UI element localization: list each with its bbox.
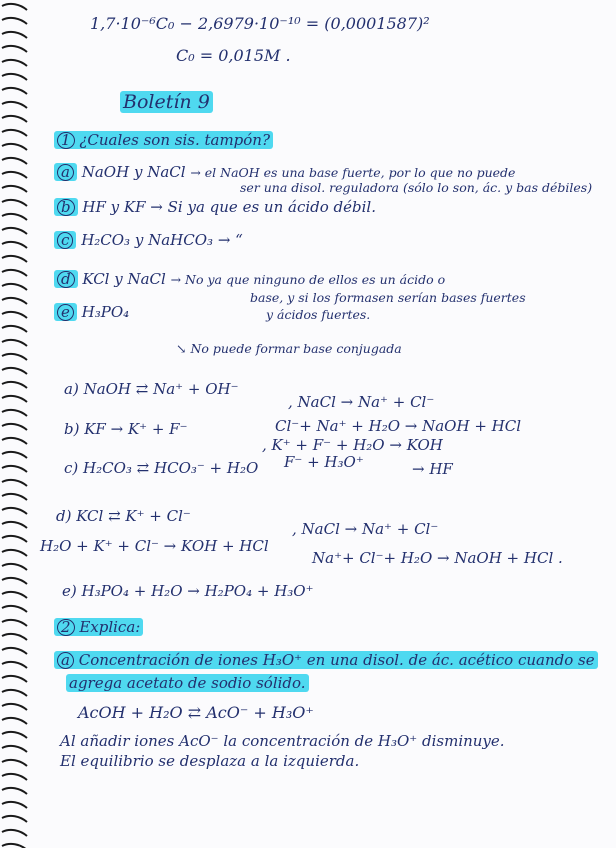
spiral-ring [2, 424, 27, 430]
equation-line-1: 1,7·10⁻⁶C₀ − 2,6979·10⁻¹⁰ = (0,0001587)² [90, 14, 430, 33]
spiral-ring [2, 802, 27, 808]
spiral-ring [2, 326, 27, 332]
spiral-ring [2, 116, 27, 122]
spiral-ring [2, 620, 27, 626]
spiral-ring [2, 564, 27, 570]
answer-note: → No ya que ninguno de ellos es un ácido o [170, 272, 446, 287]
spiral-ring [2, 522, 27, 528]
question-number: 2 [57, 619, 75, 636]
spiral-ring [2, 550, 27, 556]
spiral-ring [2, 396, 27, 402]
reaction-b: b) KF → K⁺ + F⁻ [64, 420, 188, 438]
spiral-ring [2, 32, 27, 38]
answer-e-note: ↘ No puede formar base conjugada [176, 341, 402, 356]
question-2 [54, 618, 143, 636]
answer-a: a NaOH y NaCl → el NaOH es una base fuerte, por lo que no puede [54, 163, 515, 181]
reaction-d: d) KCl ⇄ K⁺ + Cl⁻ [56, 507, 191, 525]
spiral-ring [2, 340, 27, 346]
spiral-ring [2, 746, 27, 752]
spiral-ring [2, 382, 27, 388]
answer-note-continued: y ácidos fuertes. [266, 307, 371, 322]
spiral-ring [2, 816, 27, 822]
spiral-ring [2, 354, 27, 360]
answer-note: → Si ya que es un ácido débil. [150, 198, 376, 216]
answer-formula: HF y KF [82, 198, 146, 216]
reaction-d-hydrolysis: H₂O + K⁺ + Cl⁻ → KOH + HCl [40, 537, 269, 555]
reaction-b-acid: F⁻ + H₃O⁺ [284, 453, 364, 471]
spiral-binding [0, 0, 30, 848]
spiral-ring [2, 284, 27, 290]
spiral-ring [2, 466, 27, 472]
spiral-ring [2, 480, 27, 486]
reaction-a-salt: , NaCl → Na⁺ + Cl⁻ [288, 393, 435, 411]
spiral-ring [2, 536, 27, 542]
spiral-ring [2, 144, 27, 150]
answer-note-continued: base, y si los formasen serían bases fuertes [250, 290, 526, 305]
reaction-e: e) H₃PO₄ + H₂O → H₂PO₄ + H₃O⁺ [62, 582, 314, 600]
spiral-ring [2, 312, 27, 318]
answer-note: → “ [217, 231, 243, 249]
spiral-ring [2, 410, 27, 416]
spiral-ring [2, 774, 27, 780]
spiral-ring [2, 648, 27, 654]
spiral-ring [2, 130, 27, 136]
answer-formula: NaOH y NaCl [81, 163, 186, 181]
spiral-ring [2, 676, 27, 682]
answer-b: b HF y KF → Si ya que es un ácido débil. [54, 198, 376, 216]
spiral-ring [2, 606, 27, 612]
spiral-ring [2, 508, 27, 514]
spiral-ring [2, 4, 27, 10]
spiral-ring [2, 634, 27, 640]
reaction-b-hydrolysis: Cl⁻+ Na⁺ + H₂O → NaOH + HCl [275, 417, 522, 435]
spiral-ring [2, 368, 27, 374]
spiral-ring [2, 214, 27, 220]
question-number: 1 [57, 132, 75, 149]
spiral-ring [2, 578, 27, 584]
answer-c: c H₂CO₃ y NaHCO₃ → “ [54, 231, 243, 249]
spiral-ring [2, 704, 27, 710]
answer-formula: H₂CO₃ y NaHCO₃ [81, 231, 214, 249]
spiral-ring [2, 494, 27, 500]
spiral-ring [2, 60, 27, 66]
spiral-ring [2, 102, 27, 108]
reaction-b-product: → HF [412, 460, 453, 478]
spiral-ring [2, 298, 27, 304]
answer-note-continued: ser una disol. reguladora (sólo lo son, ác. y bas débiles) [240, 180, 593, 195]
spiral-ring [2, 270, 27, 276]
answer-note: → el NaOH es una base fuerte, por lo que no puede [190, 165, 516, 180]
spiral-ring [2, 830, 27, 836]
reaction-c: c) H₂CO₃ ⇄ HCO₃⁻ + H₂O [64, 459, 259, 477]
spiral-ring [2, 186, 27, 192]
title-highlight: Boletín 9 [120, 91, 213, 113]
spiral-ring [2, 256, 27, 262]
spiral-ring [2, 732, 27, 738]
question-prompt: ¿Cuales son sis. tampón? [79, 131, 271, 149]
page-title [120, 91, 213, 113]
answer-formula: KCl y NaCl [82, 270, 166, 288]
spiral-ring [2, 172, 27, 178]
spiral-ring [2, 718, 27, 724]
reaction-a: a) NaOH ⇄ Na⁺ + OH⁻ [64, 380, 239, 398]
reaction-b-hydrolysis-2: , K⁺ + F⁻ + H₂O → KOH [262, 436, 443, 454]
part-a-text: Concentración de iones H₃O⁺ en una disol. de ác. acético cuando se [78, 651, 595, 669]
spiral-ring [2, 18, 27, 24]
spiral-ring [2, 200, 27, 206]
spiral-ring [2, 46, 27, 52]
acetic-equilibrium: AcOH + H₂O ⇄ AcO⁻ + H₃O⁺ [78, 703, 314, 722]
spiral-ring [2, 242, 27, 248]
spiral-ring [2, 88, 27, 94]
spiral-ring [2, 690, 27, 696]
spiral-ring [2, 592, 27, 598]
question-2-part-a: a Concentración de iones H₃O⁺ en una disol. de ác. acético cuando se [54, 651, 598, 669]
answer-line-1: Al añadir iones AcO⁻ la concentración de H₃O⁺ disminuye. [60, 732, 505, 750]
question-1 [54, 131, 273, 149]
spiral-ring [2, 438, 27, 444]
answer-line-2: El equilibrio se desplaza a la izquierda. [60, 752, 360, 770]
spiral-ring [2, 158, 27, 164]
spiral-ring [2, 844, 27, 848]
spiral-ring [2, 74, 27, 80]
reaction-d-salt: , NaCl → Na⁺ + Cl⁻ [292, 520, 439, 538]
spiral-ring [2, 662, 27, 668]
answer-formula: H₃PO₄ [81, 303, 130, 321]
question-prompt: Explica: [79, 618, 141, 636]
spiral-ring [2, 788, 27, 794]
question-2-part-a-continued: agrega acetato de sodio sólido. [66, 674, 309, 692]
spiral-ring [2, 760, 27, 766]
answer-e: e H₃PO₄ [54, 303, 129, 321]
answer-d: d KCl y NaCl → No ya que ninguno de ellos es un ácido o [54, 270, 445, 288]
spiral-ring [2, 452, 27, 458]
spiral-ring [2, 228, 27, 234]
equation-result: C₀ = 0,015M . [176, 46, 291, 65]
reaction-d-salt-hydrolysis: Na⁺+ Cl⁻+ H₂O → NaOH + HCl . [312, 549, 563, 567]
